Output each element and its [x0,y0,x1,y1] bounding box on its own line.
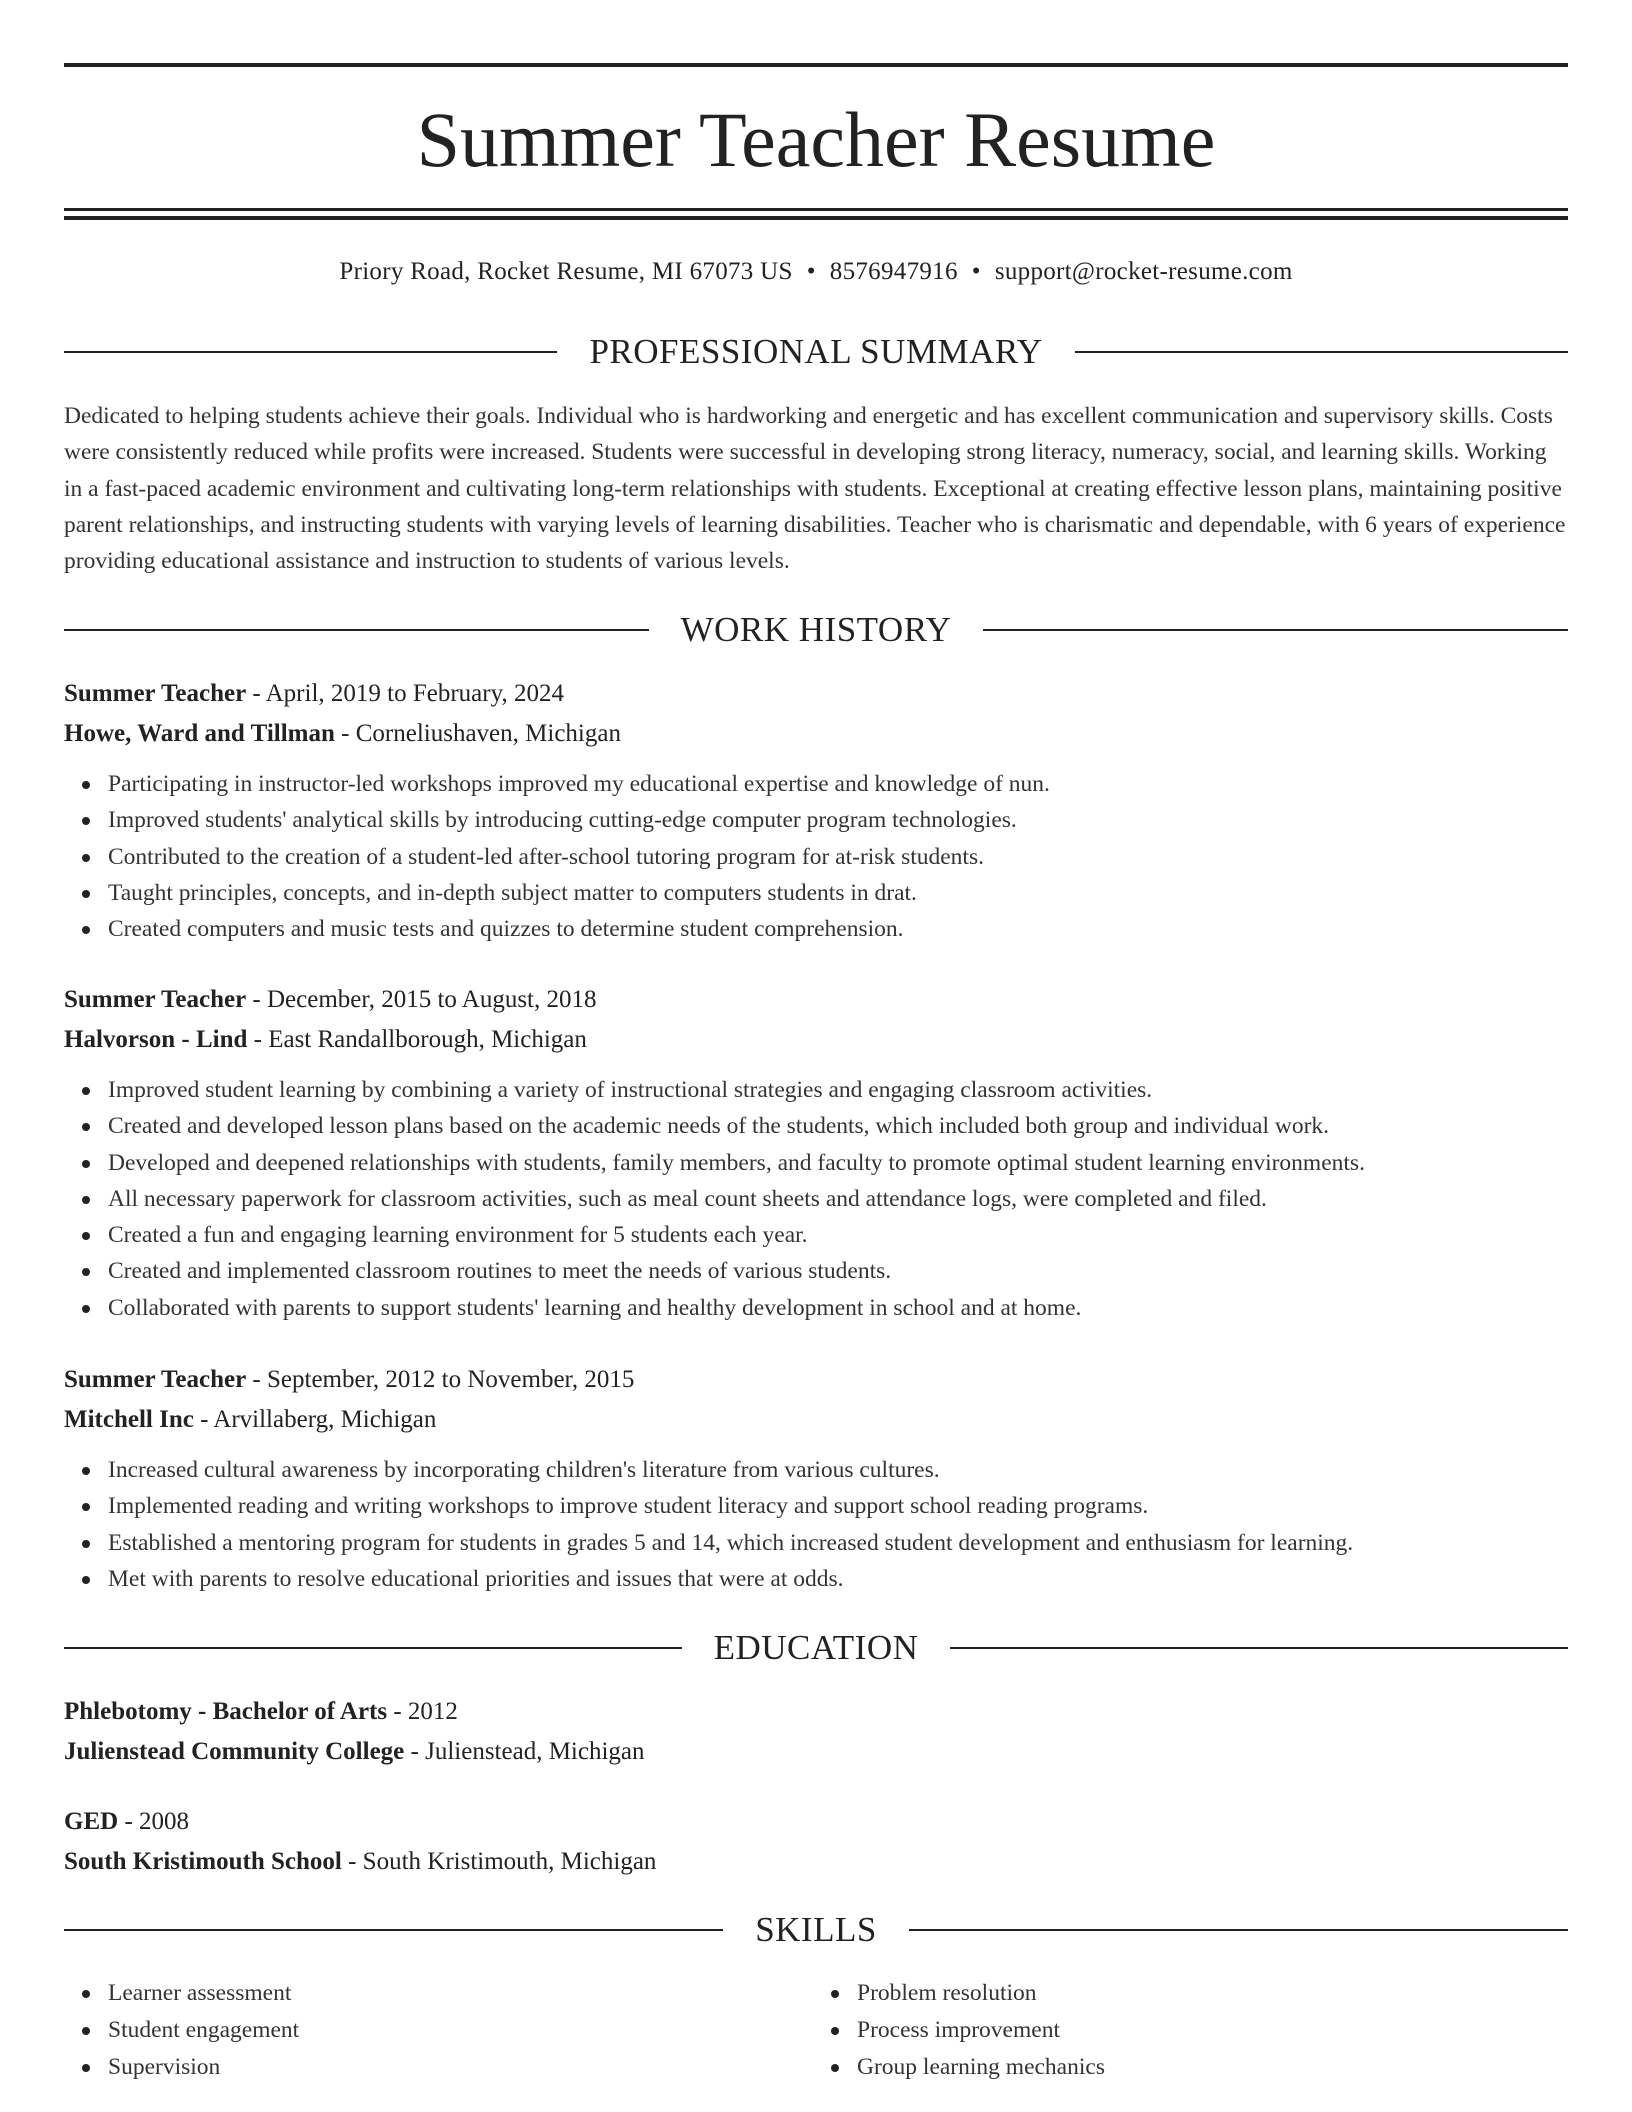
list-item: Established a mentoring program for students in grades 5 and 14, which increased student development and enthusiasm for learning. [108,1525,1568,1561]
contact-line [64,252,1568,292]
education-school-line [64,1842,1568,1882]
top-rule [64,63,1568,67]
section-heading-work-history [64,608,1568,652]
job-company-line [64,1020,1568,1060]
summary-paragraph: Dedicated to helping students achieve their goals. Individual who is hardworking and energetic and has excellent communication and supervisory skills. Costs were consistently reduced while profits were increased. Students were successful in developing strong literacy, numeracy, social, and learning skills. Working in a fast-paced academic environment and cultivating long-term relationships with students. Exceptional at creating effective lesson plans, maintaining positive parent relationships, and instructing students with varying levels of learning disabilities. Teacher who is charismatic and dependable, with 6 years of experience providing educational assistance and instruction to students of various levels. [64,403,1566,575]
list-item: Supervision [108,2049,819,2086]
title-double-rule [64,208,1568,220]
job-title: Summer Teacher [64,1366,247,1393]
section-heading-education [64,1626,1568,1670]
heading-rule [909,1929,1568,1931]
list-item: Process improvement [857,2012,1568,2049]
job-location: - Arvillaberg, Michigan [193,1406,437,1433]
job-entry [64,1360,1568,1597]
heading-rule [1075,351,1568,353]
list-item: Problem resolution [857,1975,1568,2012]
contact-email: support@rocket-resume.com [994,258,1293,285]
education-school: Julienstead Community College [64,1738,405,1765]
page-title: Summer Teacher Resume [416,96,1216,183]
job-dates: - September, 2012 to November, 2015 [246,1366,635,1393]
contact-phone: 8576947916 [829,258,958,285]
contact-separator: • [971,258,981,285]
education-school-line [64,1732,1568,1772]
section-heading-label: SKILLS [755,1910,877,1949]
list-item: Increased cultural awareness by incorporating children's literature from various cultures. [108,1452,1568,1488]
job-title-line [64,674,1568,714]
skills-column-right [813,1975,1568,2086]
list-item: Participating in instructor-led workshops improved my educational expertise and knowledge of nun. [108,766,1568,802]
list-item: Improved students' analytical skills by introducing cutting-edge computer program technologies. [108,802,1568,838]
job-company-line [64,714,1568,754]
list-item: Created a fun and engaging learning environment for 5 students each year. [108,1217,1568,1253]
list-item: Taught principles, concepts, and in-depth subject matter to computers students in drat. [108,875,1568,911]
section-heading-skills [64,1908,1568,1952]
job-title-line [64,1360,1568,1400]
list-item: Learner assessment [108,1975,819,2012]
education-school: South Kristimouth School [64,1848,342,1875]
job-location: - Corneliushaven, Michigan [334,720,621,747]
list-item: Improved student learning by combining a variety of instructional strategies and engaging classroom activities. [108,1072,1568,1108]
job-dates: - April, 2019 to February, 2024 [246,680,564,707]
education-degree: GED [64,1808,119,1835]
job-company: Mitchell Inc [64,1406,194,1433]
job-company-line [64,1400,1568,1440]
heading-rule [950,1647,1568,1649]
education-degree: Phlebotomy - Bachelor of Arts [64,1698,388,1725]
job-bullets [64,1452,1568,1597]
skills-column-left [64,1975,819,2086]
job-company: Howe, Ward and Tillman [64,720,335,747]
list-item: Met with parents to resolve educational priorities and issues that were at odds. [108,1561,1568,1597]
list-item: All necessary paperwork for classroom activities, such as meal count sheets and attendance logs, were completed and filed. [108,1181,1568,1217]
job-title-line [64,980,1568,1020]
job-title: Summer Teacher [64,680,247,707]
heading-rule [64,351,557,353]
section-heading-summary [64,330,1568,374]
job-location: - East Randallborough, Michigan [247,1026,587,1053]
list-item: Implemented reading and writing workshops to improve student literacy and support school reading programs. [108,1488,1568,1524]
education-location: - Julienstead, Michigan [404,1738,645,1765]
education-location: - South Kristimouth, Michigan [341,1848,657,1875]
job-title: Summer Teacher [64,986,247,1013]
job-bullets [64,766,1568,947]
section-heading-label: WORK HISTORY [680,610,952,649]
list-item: Created computers and music tests and quizzes to determine student comprehension. [108,911,1568,947]
heading-rule [64,1647,682,1649]
list-item: Created and developed lesson plans based on the academic needs of the students, which included both group and individual work. [108,1108,1568,1144]
education-degree-line [64,1802,1568,1842]
job-company: Halvorson - Lind [64,1026,248,1053]
list-item: Collaborated with parents to support students' learning and healthy development in school and at home. [108,1290,1568,1326]
education-degree-line [64,1692,1568,1732]
heading-rule [64,1929,723,1931]
section-heading-label: PROFESSIONAL SUMMARY [589,332,1043,371]
education-year: - 2012 [387,1698,458,1725]
section-heading-label: EDUCATION [713,1628,919,1667]
list-item: Group learning mechanics [857,2049,1568,2086]
list-item: Student engagement [108,2012,819,2049]
job-dates: - December, 2015 to August, 2018 [246,986,597,1013]
job-entry [64,674,1568,947]
skills-list [64,1975,1568,2086]
list-item: Developed and deepened relationships with students, family members, and faculty to promote optimal student learning environments. [108,1145,1568,1181]
heading-rule [64,629,649,631]
job-entry [64,980,1568,1326]
list-item: Contributed to the creation of a student-led after-school tutoring program for at-risk students. [108,839,1568,875]
list-item: Created and implemented classroom routines to meet the needs of various students. [108,1253,1568,1289]
contact-address: Priory Road, Rocket Resume, MI 67073 US [339,258,793,285]
job-bullets [64,1072,1568,1326]
contact-separator: • [806,258,816,285]
education-entry [64,1692,1568,1772]
education-year: - 2008 [118,1808,190,1835]
heading-rule [983,629,1568,631]
education-entry [64,1802,1568,1882]
